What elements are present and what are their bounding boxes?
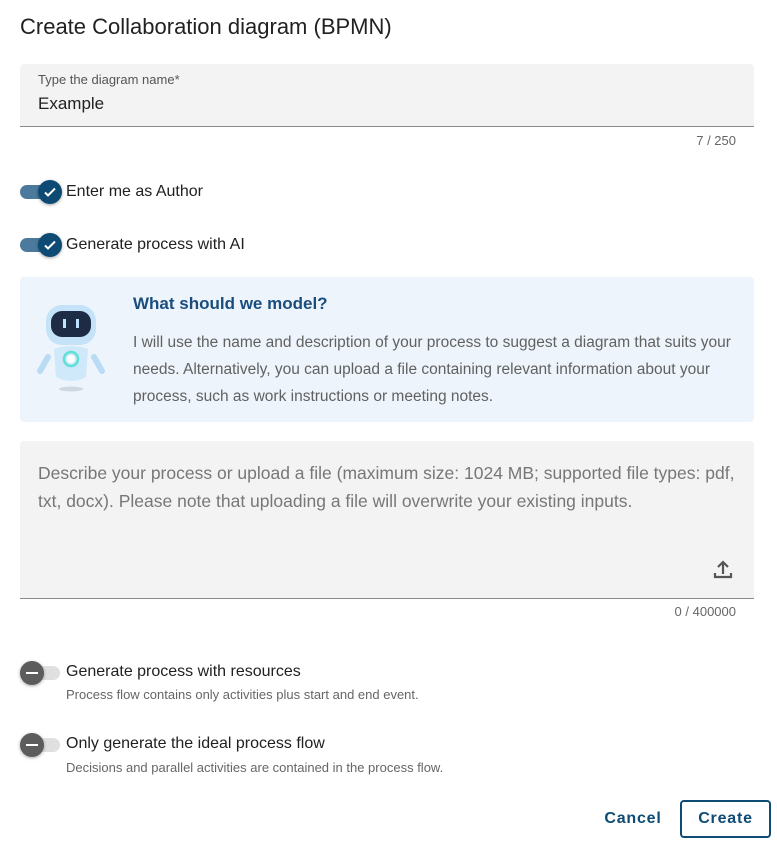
process-description-field[interactable] bbox=[20, 441, 754, 599]
minus-icon bbox=[20, 661, 44, 685]
resources-toggle[interactable] bbox=[20, 663, 62, 683]
robot-icon bbox=[36, 299, 106, 395]
ai-toggle[interactable] bbox=[20, 235, 62, 255]
info-text: I will use the name and description of your process to suggest a diagram that suits your needs. Alternatively, you can upload a file containing relevant information about your process, such as work instructions or meeting notes. bbox=[133, 334, 731, 405]
process-description-input[interactable] bbox=[38, 459, 738, 559]
cancel-button[interactable]: Cancel bbox=[596, 800, 670, 838]
create-button[interactable]: Create bbox=[680, 800, 771, 838]
resources-toggle-description: Process flow contains only activities plus start and end event. bbox=[66, 687, 419, 702]
author-toggle[interactable] bbox=[20, 182, 62, 202]
resources-toggle-label: Generate process with resources bbox=[66, 663, 301, 680]
info-heading: What should we model? bbox=[133, 294, 328, 313]
ai-toggle-label: Generate process with AI bbox=[66, 236, 245, 253]
dialog-title: Create Collaboration diagram (BPMN) bbox=[20, 14, 392, 39]
minus-icon bbox=[20, 733, 44, 757]
ideal-flow-toggle[interactable] bbox=[20, 735, 62, 755]
ai-info-panel bbox=[20, 277, 754, 422]
diagram-name-field[interactable] bbox=[20, 64, 754, 127]
description-counter: 0 / 400000 bbox=[674, 604, 736, 619]
author-toggle-label: Enter me as Author bbox=[66, 183, 203, 200]
diagram-name-input[interactable] bbox=[38, 94, 718, 114]
diagram-name-label: Type the diagram name* bbox=[38, 72, 180, 87]
upload-icon[interactable] bbox=[712, 558, 734, 580]
ideal-flow-toggle-description: Decisions and parallel activities are contained in the process flow. bbox=[66, 760, 444, 775]
check-icon bbox=[38, 180, 62, 204]
ideal-flow-toggle-label: Only generate the ideal process flow bbox=[66, 735, 325, 752]
check-icon bbox=[38, 233, 62, 257]
diagram-name-counter: 7 / 250 bbox=[696, 133, 736, 148]
